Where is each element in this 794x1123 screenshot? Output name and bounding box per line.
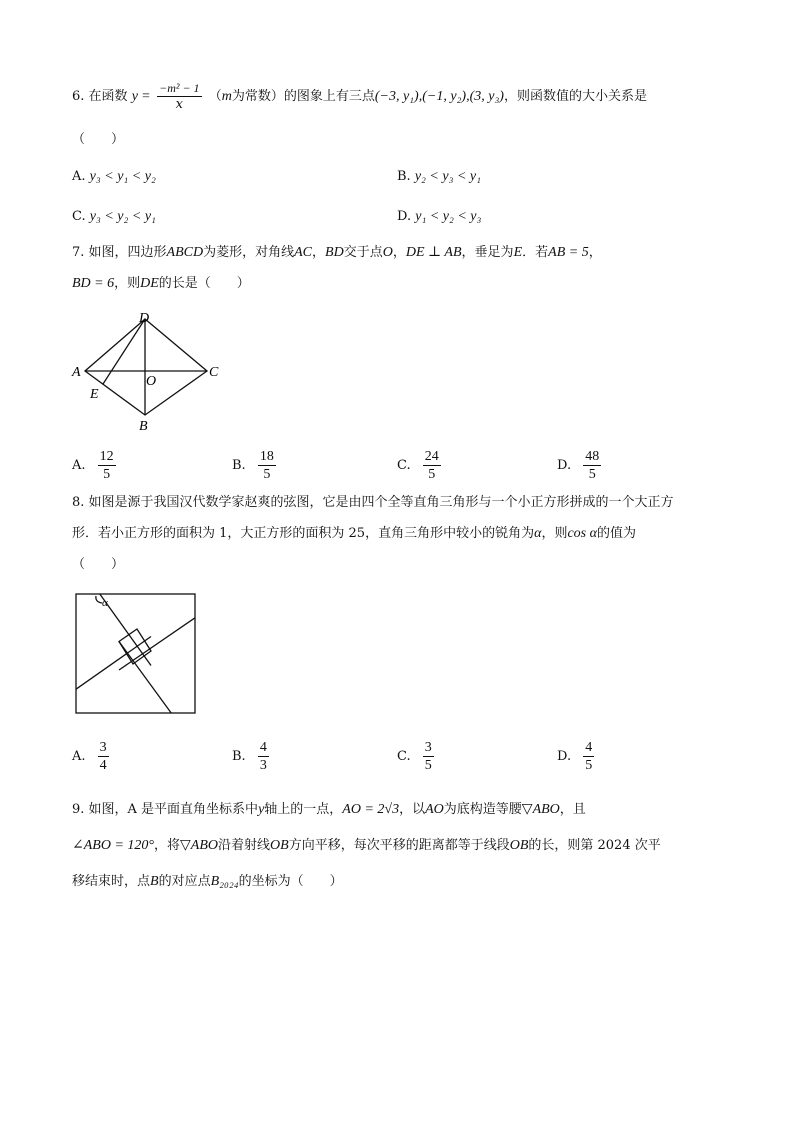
option-label: C. (72, 209, 86, 224)
math: OB (509, 838, 529, 853)
text: 为菱形，对角线 (203, 245, 295, 260)
text: 的对应点 (158, 874, 211, 889)
math: ▽ABO (521, 802, 560, 817)
text: 的长，则第 2024 次平 (528, 838, 661, 853)
text: ．若 (522, 245, 549, 260)
option-expr: y₂ < y₃ < y₁ (414, 169, 481, 184)
text: 的坐标为（ ） (238, 874, 343, 889)
rhombus-outline (85, 319, 207, 415)
q6-y: y (131, 89, 138, 104)
math: DE ⊥ AB (405, 245, 462, 260)
frac-num: 4 (585, 740, 593, 755)
point-label-a: A (72, 365, 81, 380)
q8-option-a[interactable] (72, 739, 109, 774)
option-fraction (98, 739, 109, 774)
text: ， (312, 245, 326, 260)
frac-den: 4 (99, 758, 107, 773)
option-fraction (423, 448, 441, 483)
frac-den: 5 (263, 467, 271, 482)
frac-den: 5 (585, 758, 593, 773)
option-fraction (423, 739, 434, 774)
math: B (150, 874, 159, 889)
math: BD = 6 (72, 276, 115, 291)
point-label-e: E (90, 387, 99, 402)
option-label: B. (232, 457, 246, 473)
text: ， (588, 245, 602, 260)
alpha-label: α (102, 597, 108, 609)
q6-frac-den: x (175, 97, 183, 112)
q6-tail: ，则函数值的大小关系是 (503, 89, 647, 104)
math: OB (270, 838, 289, 853)
option-fraction (583, 739, 594, 774)
text: ，则 (114, 276, 141, 291)
math: DE (140, 276, 159, 291)
option-label: C. (397, 457, 411, 473)
text: 7. 如图，四边形 (72, 245, 167, 260)
option-fraction (258, 739, 269, 774)
q7-option-b[interactable] (232, 448, 276, 483)
math: B₂₀₂₄ (210, 874, 239, 889)
triangle-side-2 (119, 618, 195, 670)
option-expr: y₃ < y₁ < y₂ (89, 169, 156, 184)
math: BD (325, 245, 344, 260)
q6-option-b[interactable] (397, 167, 481, 187)
q6-m: m (221, 89, 232, 104)
q6-eq: = (142, 89, 150, 104)
segment-de (103, 319, 145, 384)
option-label: D. (557, 457, 572, 473)
option-fraction (98, 448, 116, 483)
option-label: D. (397, 209, 412, 224)
text: ，垂足为 (461, 245, 514, 260)
q6-number: 6. 在函数 (72, 89, 128, 104)
option-label: A. (72, 457, 86, 473)
q8-option-c[interactable] (397, 739, 434, 774)
q6-stem (72, 80, 647, 113)
point-label-b: B (139, 419, 148, 434)
text: 为底构造等腰 (443, 802, 522, 817)
frac-den: 3 (259, 758, 267, 773)
q8-stem-line1: 8. 如图是源于我国汉代数学家赵爽的弦图，它是由四个全等直角三角形与一个小正方形拼成的一个大正方 (72, 495, 674, 510)
frac-num: 3 (99, 740, 107, 755)
q6-option-c[interactable] (72, 207, 156, 227)
q8-stem-line2 (72, 524, 636, 544)
math: AB = 5 (548, 245, 589, 260)
option-label: B. (397, 169, 411, 184)
q7-option-c[interactable] (397, 448, 441, 483)
option-label: A. (72, 169, 86, 184)
q7-stem-line1 (72, 243, 602, 263)
frac-den: 5 (428, 467, 436, 482)
frac-num: 3 (424, 740, 432, 755)
math: α (534, 526, 542, 541)
q6-blank: （ ） (72, 132, 125, 147)
point-label-c: C (209, 365, 219, 380)
math: ▽ABO (180, 838, 218, 853)
triangle-side-4 (76, 637, 151, 690)
math: O (382, 245, 393, 260)
q8-blank: （ ） (72, 557, 125, 572)
q6-fraction (157, 80, 201, 113)
text: ，则 (541, 526, 568, 541)
point-label-d: D (139, 311, 150, 326)
q7-stem-line2 (72, 274, 250, 294)
option-label: D. (557, 748, 572, 764)
frac-den: 5 (424, 758, 432, 773)
q9-stem-line3 (72, 872, 343, 892)
math: cos α (567, 526, 597, 541)
frac-num: 4 (259, 740, 267, 755)
frac-num: 18 (259, 449, 274, 464)
q8-option-d[interactable] (557, 739, 594, 774)
option-fraction (583, 448, 601, 483)
q6-option-a[interactable] (72, 167, 156, 187)
text: 9. 如图，A 是平面直角坐标系中 (72, 802, 259, 817)
q7-option-d[interactable] (557, 448, 601, 483)
q6-points: (−3, y₁),(−1, y₂),(3, y₃) (374, 89, 504, 104)
q6-paren-open: （ (208, 89, 222, 104)
q6-option-d[interactable] (397, 207, 481, 227)
text: 轴上的一点， (264, 802, 343, 817)
text: 形．若小正方形的面积为 1，大正方形的面积为 25，直角三角形中较小的锐角为 (72, 526, 535, 541)
math: ABCD (166, 245, 204, 260)
large-square (76, 594, 195, 713)
frac-num: 24 (424, 449, 439, 464)
math: AO = 2√3 (342, 802, 400, 817)
math: y (258, 802, 265, 817)
q9-stem-line2 (72, 836, 661, 856)
text: ，将 (154, 838, 181, 853)
frac-num: 48 (585, 449, 600, 464)
option-expr: y₃ < y₂ < y₁ (89, 209, 156, 224)
math: E (513, 245, 523, 260)
point-label-o: O (146, 374, 157, 389)
chord-diagram-figure (72, 590, 200, 718)
option-label: A. (72, 748, 86, 764)
text: 移结束时，点 (72, 874, 151, 889)
math: AC (294, 245, 313, 260)
text: 方向平移，每次平移的距离都等于线段 (288, 838, 510, 853)
q6-paren-close: 为常数）的图象上有三点 (231, 89, 375, 104)
frac-den: 5 (103, 467, 111, 482)
q6-frac-num: −m² − 1 (159, 81, 200, 95)
text: 的长是（ ） (158, 276, 250, 291)
option-expr: y₁ < y₂ < y₃ (415, 209, 482, 224)
frac-num: 12 (99, 449, 114, 464)
option-fraction (258, 448, 276, 483)
math: AO (425, 802, 444, 817)
text: 沿着射线 (218, 838, 271, 853)
text: ， (392, 245, 406, 260)
frac-den: 5 (588, 467, 596, 482)
text: ，以 (399, 802, 426, 817)
q9-stem-line1 (72, 800, 586, 820)
option-label: B. (232, 748, 246, 764)
q7-option-a[interactable] (72, 448, 116, 483)
q8-option-b[interactable] (232, 739, 269, 774)
math: ∠ABO = 120° (72, 838, 154, 853)
option-label: C. (397, 748, 411, 764)
text: 交于点 (343, 245, 383, 260)
text: 的值为 (596, 526, 636, 541)
rhombus-figure (68, 305, 228, 435)
text: ，且 (559, 802, 586, 817)
